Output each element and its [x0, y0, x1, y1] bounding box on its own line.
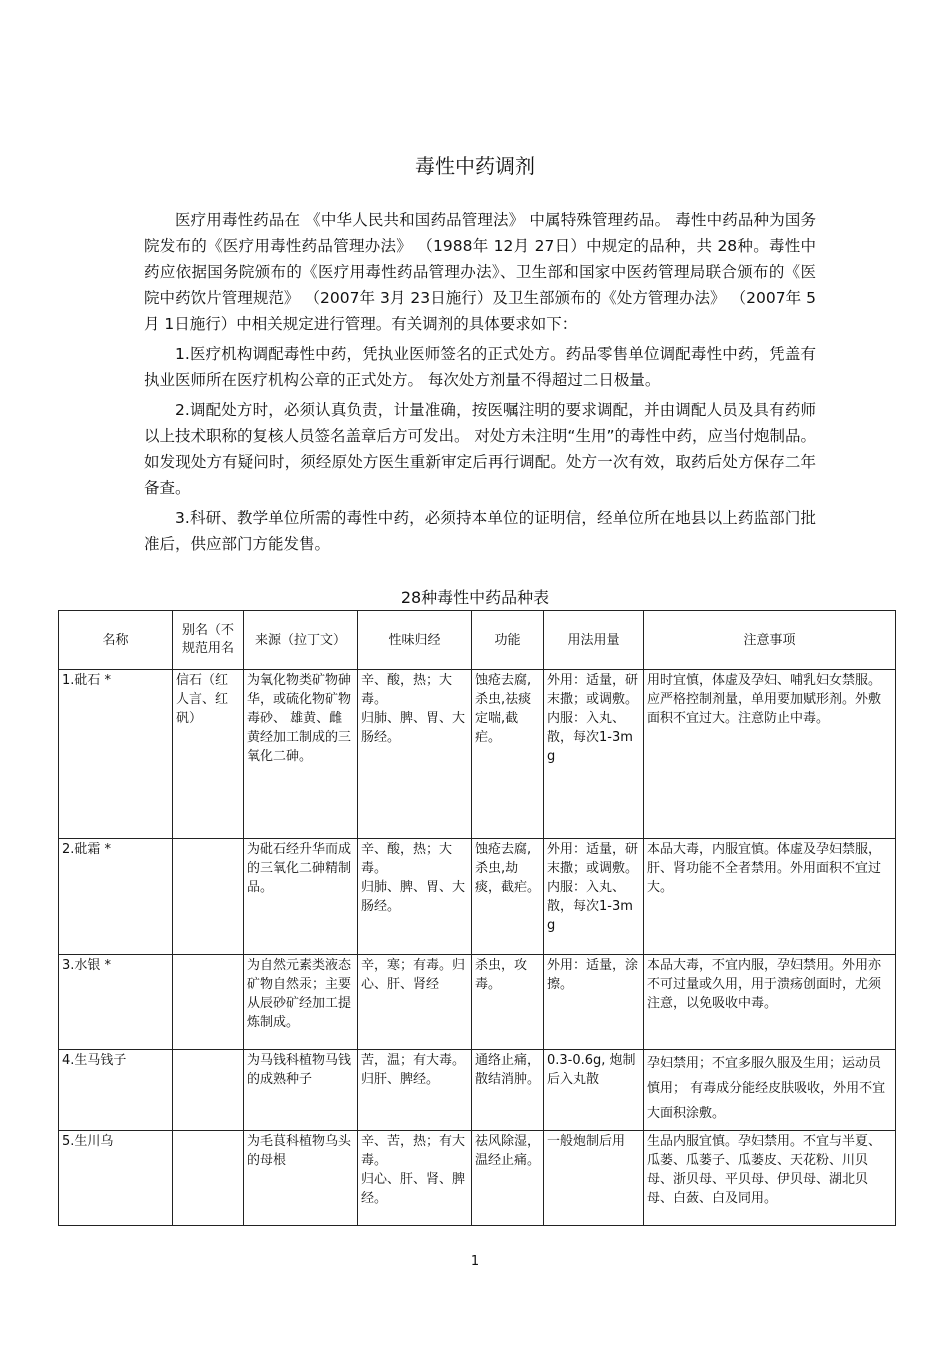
header-name: 名称 [59, 611, 173, 670]
usage-dose: 一般炮制后用 [547, 1134, 626, 1149]
paragraph-rule-1: 1.医疗机构调配毒性中药，凭执业医师签名的正式处方。药品零售单位调配毒性中药，凭盖有执业医师所在医疗机构公章的正式处方。 每次处方剂量不得超过二日极量。 [144, 345, 816, 389]
meridian-line: 归肺、脾、胃、大肠经。 [361, 711, 466, 745]
cell-notes: 本品大毒，不宜内服，孕妇禁用。外用亦不可过量或久用，用于溃疡创面时，尤须注意，以免吸收中毒。 [644, 955, 896, 1050]
toxic-herb-table [58, 610, 896, 1226]
paragraph-intro: 医疗用毒性药品在 《中华人民共和国药品管理法》 中属特殊管理药品。 毒性中药品种为国务院发布的《医疗用毒性药品管理办法》 （1988年 12月 27日）中规定的品种，共 28种。毒性中药应依据国务院颁布的《医疗用毒性药品管理办法》、卫生部和国家中医药管理局联合颁布的《医院中药饮片管理规范》 （2007年 3月 23日施行）及卫生部颁布的《处方管理办法》 （2007年 5月 1日施行）中相关规定进行管理。有关调剂的具体要求如下： [144, 211, 816, 333]
header-usage: 用法用量 [544, 611, 644, 670]
cell-function: 蚀疮去腐,杀虫,祛痰定喘,截疟。 [472, 670, 544, 839]
cell-usage [544, 839, 644, 955]
table-row [59, 1050, 896, 1131]
nature-line: 辛、苦，热；有大毒。 [361, 1134, 466, 1168]
cell-source: 为氧化物类矿物砷华，或硫化物矿物毒砂、 雄黄、雌黄经加工制成的三氧化二砷。 [244, 670, 358, 839]
cell-usage [544, 1050, 644, 1131]
table-caption: 28种毒性中药品种表 [400, 588, 550, 607]
paragraph-rule-2: 2.调配处方时，必须认真负责，计量准确，按医嘱注明的要求调配，并由调配人员及具有药师以上技术职称的复核人员签名盖章后方可发出。 对处方未注明“生用”的毒性中药，应当付炮制品。如发现处方有疑问时，须经原处方医生重新审定后再行调配。处方一次有效，取药后处方保存二年备查。 [144, 401, 816, 497]
cell-nature [358, 955, 472, 1050]
nature-line: 辛、酸，热；大毒。 [361, 673, 453, 707]
cell-notes: 本品大毒，内服宜慎。体虚及孕妇禁服，肝、肾功能不全者禁用。外用面积不宜过大。 [644, 839, 896, 955]
cell-function: 祛风除湿，温经止痛。 [472, 1131, 544, 1226]
usage-external: 外用：适量，研末撒；或调敷。 [547, 842, 639, 876]
paragraph-rule-3: 3.科研、教学单位所需的毒性中药，必须持本单位的证明信，经单位所在地县以上药监部门批准后，供应部门方能发售。 [144, 509, 816, 553]
cell-alias: 信石（红人言、红矾） [173, 670, 244, 839]
header-function: 功能 [472, 611, 544, 670]
page-title: 毒性中药调剂 [415, 154, 535, 178]
table-row [59, 839, 896, 955]
page-number: 1 [470, 1254, 480, 1269]
header-notes: 注意事项 [644, 611, 896, 670]
cell-source: 为砒石经升华而成的三氧化二砷精制品。 [244, 839, 358, 955]
table-row [59, 955, 896, 1050]
cell-alias [173, 1050, 244, 1131]
meridian-line: 归肝、脾经。 [361, 1072, 440, 1087]
cell-function: 杀虫，攻毒。 [472, 955, 544, 1050]
cell-alias [173, 955, 244, 1050]
table-header-row [59, 611, 896, 670]
cell-usage [544, 670, 644, 839]
cell-source: 为毛茛科植物乌头的母根 [244, 1131, 358, 1226]
cell-nature [358, 839, 472, 955]
cell-name: 3.水银 * [59, 955, 173, 1050]
cell-nature [358, 1131, 472, 1226]
cell-name: 1.砒石 * [59, 670, 173, 839]
cell-notes: 生品内服宜慎。孕妇禁用。不宜与半夏、瓜蒌、瓜蒌子、瓜蒌皮、天花粉、川贝母、浙贝母、平贝母、伊贝母、湖北贝母、白蔹、白及同用。 [644, 1131, 896, 1226]
cell-alias [173, 839, 244, 955]
cell-notes: 孕妇禁用；不宜多服久服及生用；运动员慎用； 有毒成分能经皮肤吸收，外用不宜大面积涂敷。 [644, 1050, 896, 1131]
header-source: 来源（拉丁文） [244, 611, 358, 670]
cell-source: 为自然元素类液态矿物自然汞；主要从辰砂矿经加工提炼制成。 [244, 955, 358, 1050]
meridian-line: 归心、肝、肾、脾经。 [361, 1172, 466, 1206]
usage-internal: 内服：入丸、散，每次1-3mg [547, 880, 633, 933]
cell-alias [173, 1131, 244, 1226]
cell-nature [358, 670, 472, 839]
cell-notes: 用时宜慎，体虚及孕妇、哺乳妇女禁服。应严格控制剂量，单用要加赋形剂。外敷面积不宜过大。注意防止中毒。 [644, 670, 896, 839]
cell-name: 5.生川乌 [59, 1131, 173, 1226]
table-row [59, 1131, 896, 1226]
cell-function: 通络止痛，散结消肿。 [472, 1050, 544, 1131]
intro-text [144, 207, 816, 561]
cell-name: 2.砒霜 * [59, 839, 173, 955]
cell-name: 4.生马钱子 [59, 1050, 173, 1131]
usage-internal: 内服：入丸、散，每次1-3mg [547, 711, 633, 764]
header-alias: 别名（不规范用名 [173, 611, 244, 670]
cell-function: 蚀疮去腐,杀虫,劫痰，截疟。 [472, 839, 544, 955]
cell-source: 为马钱科植物马钱的成熟种子 [244, 1050, 358, 1131]
nature-line: 辛，寒；有毒。归心、肝、肾经 [361, 958, 466, 992]
cell-nature [358, 1050, 472, 1131]
meridian-line: 归肺、脾、胃、大肠经。 [361, 880, 466, 914]
nature-line: 苦，温；有大毒。 [361, 1053, 466, 1068]
table-row [59, 670, 896, 839]
cell-usage [544, 955, 644, 1050]
header-nature: 性味归经 [358, 611, 472, 670]
usage-external: 外用：适量，研末撒；或调敷。 [547, 673, 639, 707]
nature-line: 辛、酸，热；大毒。 [361, 842, 453, 876]
usage-dose: 0.3-0.6g, 炮制后入丸散 [547, 1053, 636, 1087]
usage-external: 外用：适量，涂擦。 [547, 958, 639, 992]
cell-usage [544, 1131, 644, 1226]
